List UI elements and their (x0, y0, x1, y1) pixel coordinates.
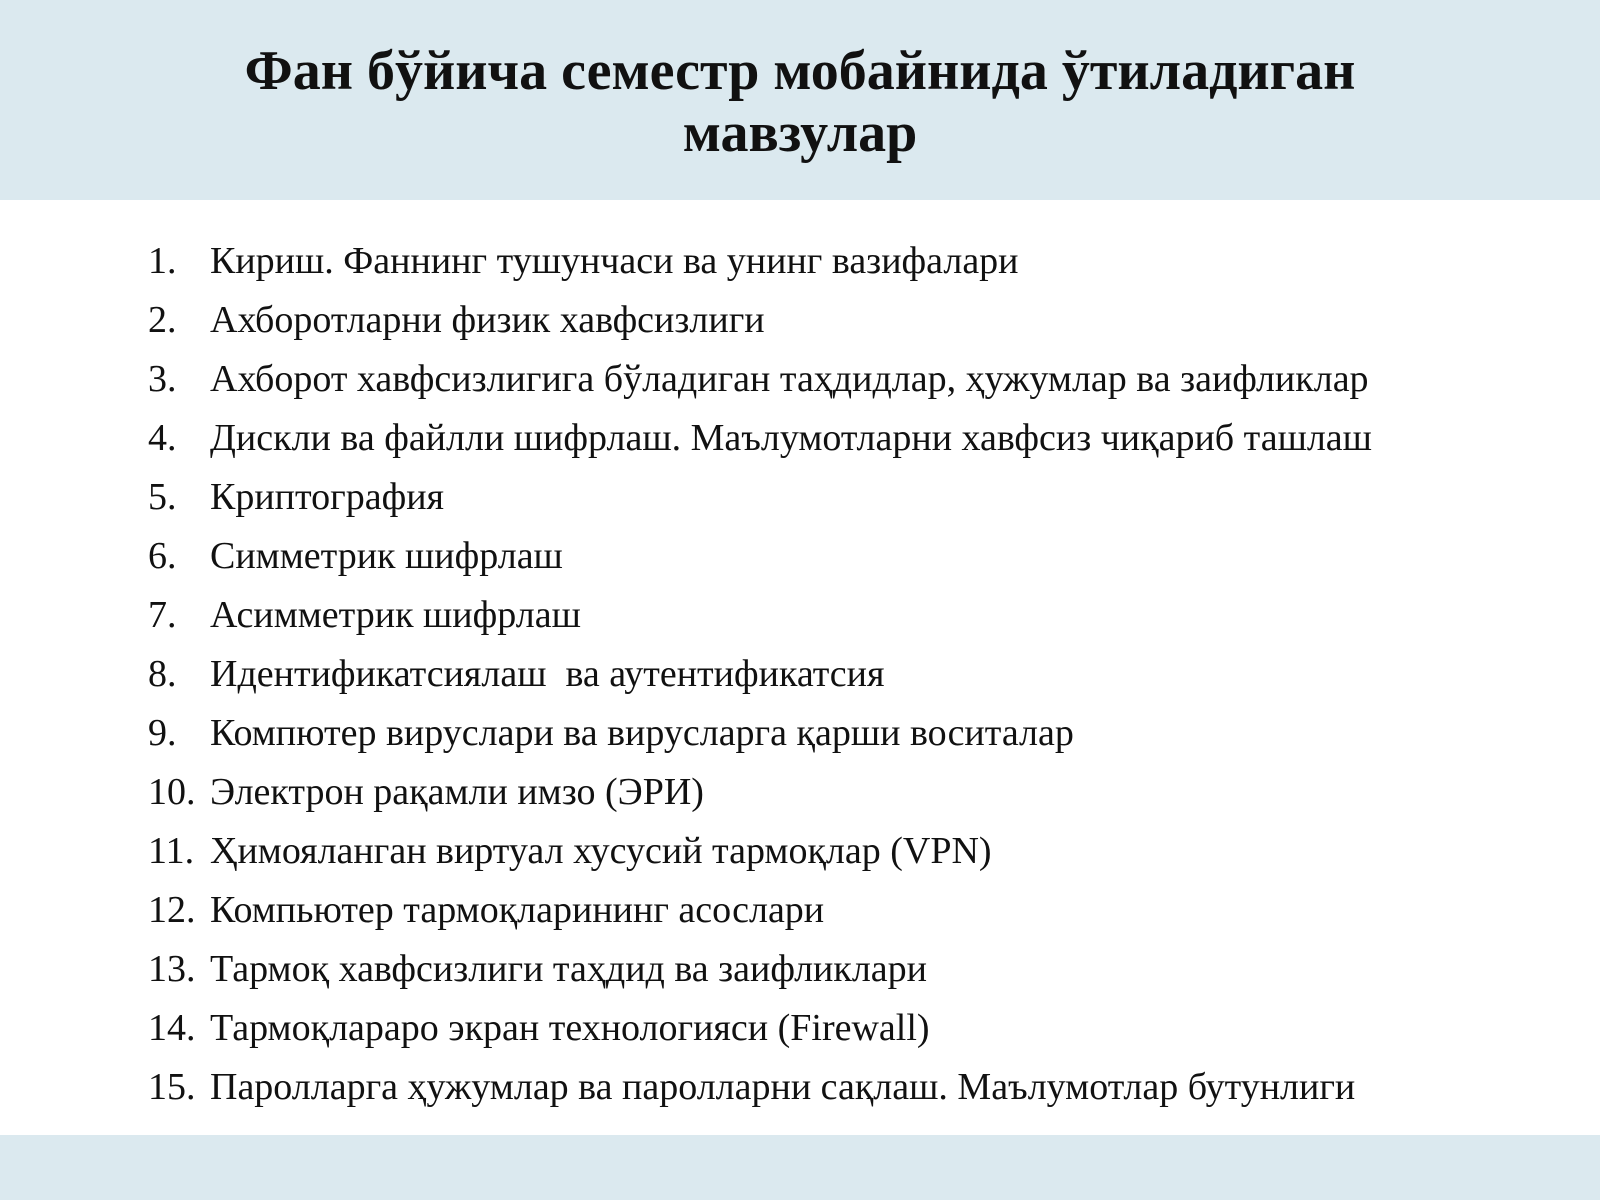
topic-text: Кириш. Фаннинг тушунчаси ва унинг вазифалари (210, 240, 1019, 282)
topic-item (148, 409, 1568, 468)
topic-number: 9. (148, 712, 177, 754)
topic-item (148, 232, 1568, 291)
topic-item (148, 350, 1568, 409)
topic-number: 5. (148, 476, 177, 518)
topic-number: 2. (148, 299, 177, 341)
topic-text: Компьютер тармоқларининг асослари (210, 889, 825, 931)
topic-item (148, 645, 1568, 704)
topic-item (148, 940, 1568, 999)
footer-band (0, 1135, 1600, 1200)
topic-text: Компютер вируслари ва вирусларга қарши воситалар (210, 712, 1074, 754)
topic-item (148, 704, 1568, 763)
topic-item (148, 763, 1568, 822)
topic-item (148, 881, 1568, 940)
topic-text: Ҳимояланган виртуал хусусий тармоқлар (VPN) (210, 830, 992, 872)
topic-number: 3. (148, 358, 177, 400)
slide-title: Фан бўйича семестр мобайнида ўтиладиган мавзулар (244, 40, 1356, 164)
topic-text: Идентификатсиялаш ва аутентификатсия (210, 653, 885, 695)
topic-text: Симметрик шифрлаш (210, 535, 563, 577)
topic-text: Тармоқлараро экран технологияси (Firewall) (210, 1007, 930, 1049)
topic-item (148, 1058, 1568, 1117)
topic-number: 15. (148, 1066, 196, 1108)
topic-item (148, 999, 1568, 1058)
topic-number: 4. (148, 417, 177, 459)
topic-text: Тармоқ хавфсизлиги таҳдид ва заифликлари (210, 948, 927, 990)
topic-item (148, 822, 1568, 881)
topic-number: 14. (148, 1007, 196, 1049)
topic-item (148, 468, 1568, 527)
topics-section (148, 232, 1568, 1117)
topic-item (148, 291, 1568, 350)
topic-number: 12. (148, 889, 196, 931)
topic-text: Ахборот хавфсизлигига бўладиган таҳдидлар, ҳужумлар ва заифликлар (210, 358, 1369, 400)
topic-number: 7. (148, 594, 177, 636)
topic-number: 13. (148, 948, 196, 990)
topic-text: Криптография (210, 476, 445, 518)
topic-number: 11. (148, 830, 195, 872)
topic-number: 10. (148, 771, 196, 813)
title-band (0, 0, 1600, 200)
topic-number: 6. (148, 535, 177, 577)
topic-text: Дискли ва файлли шифрлаш. Маълумотларни хавфсиз чиқариб ташлаш (210, 417, 1372, 459)
topic-item (148, 527, 1568, 586)
topic-text: Асимметрик шифрлаш (210, 594, 581, 636)
topic-number: 8. (148, 653, 177, 695)
topic-text: Электрон рақамли имзо (ЭРИ) (210, 771, 704, 813)
topic-text: Ахборотларни физик хавфсизлиги (210, 299, 765, 341)
topic-list (148, 232, 1568, 1117)
topic-text: Паролларга ҳужумлар ва паролларни сақлаш. Маълумотлар бутунлиги (210, 1066, 1356, 1108)
topic-number: 1. (148, 240, 177, 282)
topic-item (148, 586, 1568, 645)
